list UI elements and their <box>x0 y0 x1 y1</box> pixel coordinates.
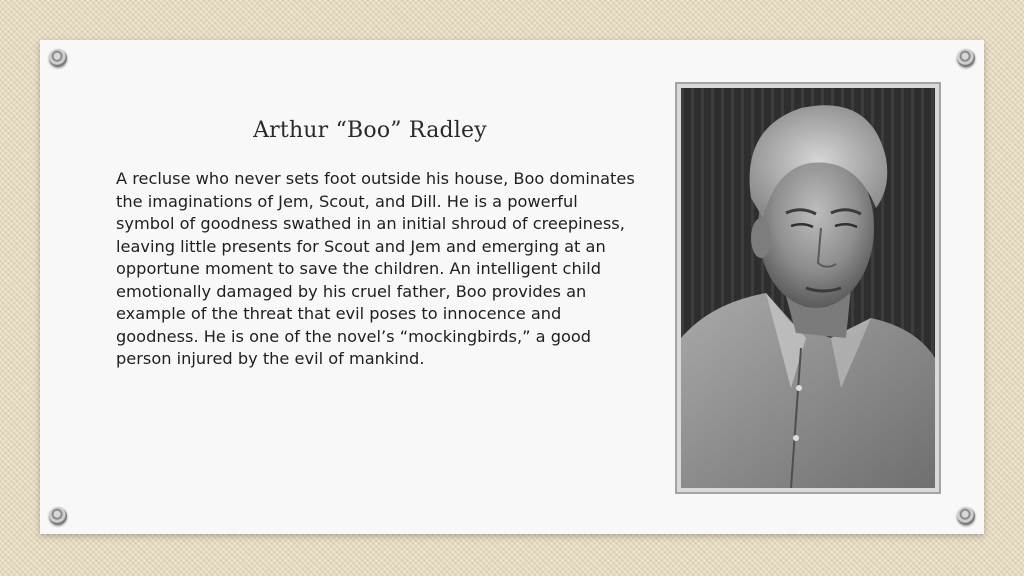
rivet-bottom-right-icon <box>957 507 975 525</box>
portrait-photo <box>681 88 935 488</box>
portrait-photo-icon <box>681 88 935 488</box>
slide-title: Arthur “Boo” Radley <box>253 118 487 143</box>
slide-card <box>40 40 984 534</box>
rivet-bottom-left-icon <box>49 507 67 525</box>
slide-description: A recluse who never sets foot outside his house, Boo dominates the imaginations of Jem, Scout, and Dill. He is a powerful symbol of goodness swathed in an initial shroud of creepiness, leaving little presents for Scout and Jem and emerging at an opportune moment to save the children. An intelligent child emotionally damaged by his cruel father, Boo provides an example of the threat that evil poses to innocence and goodness. He is one of the novel’s “mockingbirds,” a good person injured by the evil of mankind. <box>116 169 635 368</box>
photo-frame <box>675 82 941 494</box>
rivet-top-left-icon <box>49 49 67 67</box>
rivet-top-right-icon <box>957 49 975 67</box>
